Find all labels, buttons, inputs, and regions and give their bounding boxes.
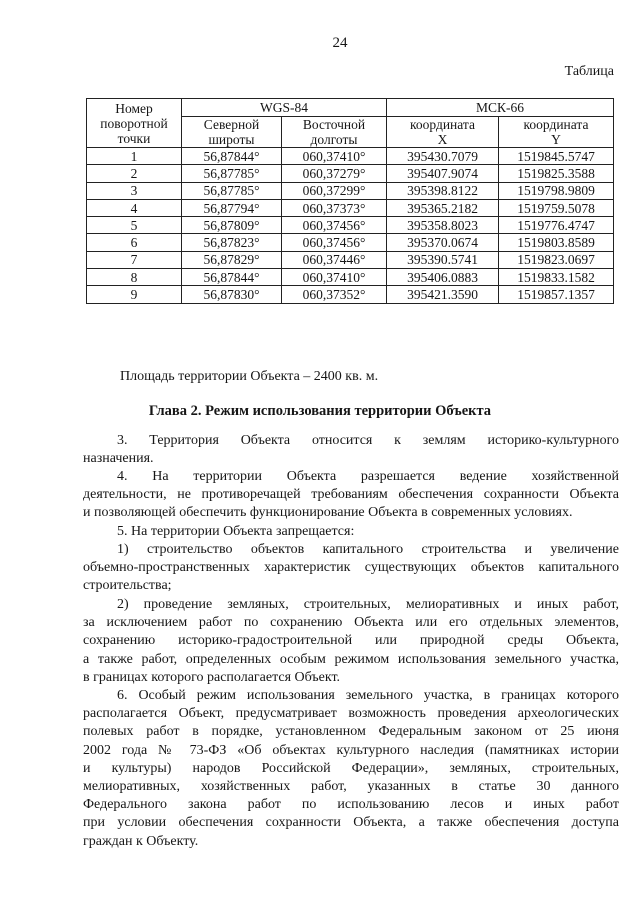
table-row: 5 56,87809° 060,37456° 395358.8023 1519776.4747 (87, 217, 614, 234)
table-row: 9 56,87830° 060,37352° 395421.3590 1519857.1357 (87, 286, 614, 303)
header-latitude: Северной широты (182, 117, 282, 148)
chapter-heading: Глава 2. Режим использования территории Объекта (148, 403, 492, 419)
header-longitude: Восточной долготы (282, 117, 387, 148)
table-caption: Таблица (564, 64, 614, 79)
header-msk66: МСК-66 (387, 99, 614, 117)
header-coord-y: координата Y (499, 117, 614, 148)
table-row: 1 56,87844° 060,37410° 395430.7079 1519845.5747 (87, 148, 614, 165)
paragraph-5-item-2: 2) проведение земляных, строительных, мелиоративных и иных работ, за исключением работ по сохранению Объекта или его отдельных элементов, сохранению историко-градостроительной или природной среды Объекта, а также работ, определенных особым режимом использования земельного участка, в границах которого располагается Объект. (83, 597, 619, 685)
header-point-number: Номер поворотной точки (87, 99, 182, 148)
header-wgs84: WGS-84 (182, 99, 387, 117)
paragraph-5: 5. На территории Объекта запрещается: (117, 524, 355, 539)
table-row: 2 56,87785° 060,37279° 395407.9074 1519825.3588 (87, 165, 614, 182)
coordinates-table (86, 98, 614, 304)
table-row: 3 56,87785° 060,37299° 395398.8122 1519798.9809 (87, 182, 614, 199)
header-coord-x: координата X (387, 117, 499, 148)
table-row: 7 56,87829° 060,37446° 395390.5741 1519823.0697 (87, 251, 614, 268)
table-row: 4 56,87794° 060,37373° 395365.2182 1519759.5078 (87, 199, 614, 216)
paragraph-6: 6. Особый режим использования земельного участка, в границах которого располагается Объект, предусматривает возможность проведения археологических полевых работ в порядке, установленном Федеральным законом от 25 июня 2002 года № 73-ФЗ «Об объектах культурного наследия (памятниках истории и культуры) народов Российской Федерации», земляных, строительных, мелиоративных, хозяйственных работ, указанных в статье 30 данного Федерального закона работ по использованию лесов и иных работ при условии обеспечения сохранности Объекта, а также обеспечения доступа граждан к Объекту. (83, 688, 619, 849)
table-row: 6 56,87823° 060,37456° 395370.0674 1519803.8589 (87, 234, 614, 251)
paragraph-4: 4. На территории Объекта разрешается ведение хозяйственной деятельности, не противоречащей требованиям обеспечения сохранности Объекта и позволяющей обеспечить функционирование Объекта в современных условиях. (83, 469, 619, 521)
area-statement: Площадь территории Объекта – 2400 кв. м. (120, 369, 379, 384)
paragraph-5-item-1: 1) строительство объектов капитального строительства и увеличение объемно-пространственных характеристик существующих объектов капитального строительства; (83, 542, 619, 594)
page-number: 24 (332, 35, 348, 51)
table-row: 8 56,87844° 060,37410° 395406.0883 1519833.1582 (87, 269, 614, 286)
paragraph-3: 3. Территория Объекта относится к землям историко-культурного назначения. (83, 433, 619, 467)
